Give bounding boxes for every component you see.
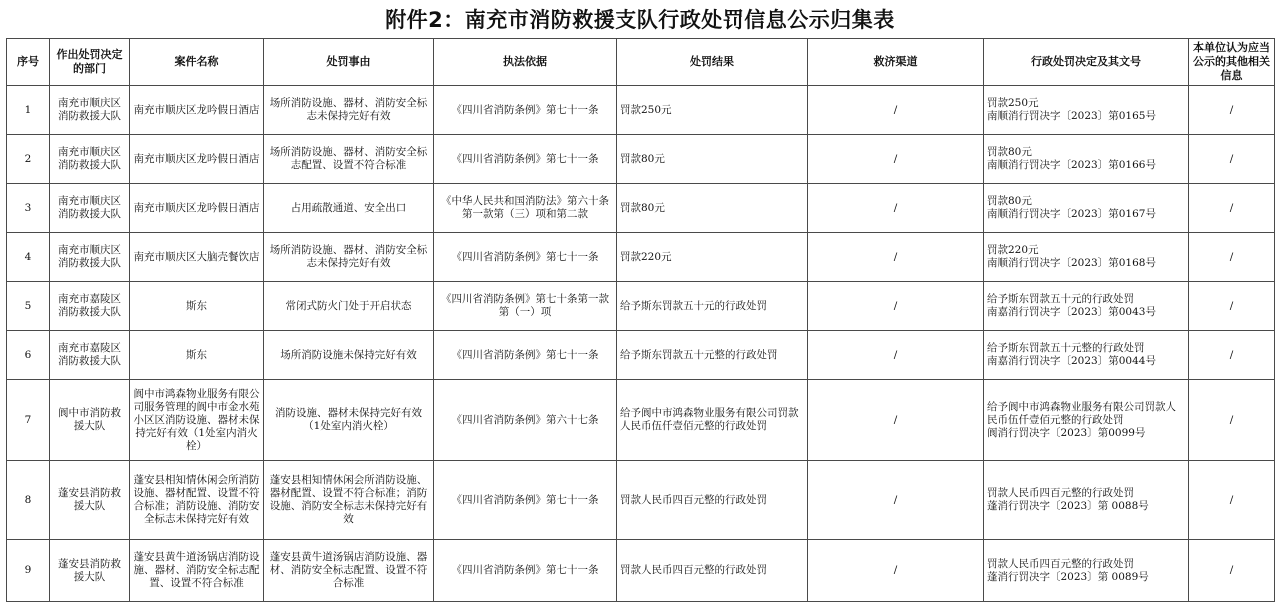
table-row xyxy=(7,380,1275,461)
cell-case: 斯东 xyxy=(130,282,264,331)
cell-case: 蓬安县黄牛道汤锅店消防设施、器材、消防安全标志配置、设置不符合标准 xyxy=(130,540,264,602)
header-result: 处罚结果 xyxy=(617,39,808,86)
cell-decision: 罚款220元 南顺消行罚决字〔2023〕第0168号 xyxy=(984,233,1189,282)
cell-remedy: / xyxy=(808,135,984,184)
cell-reason: 常闭式防火门处于开启状态 xyxy=(264,282,434,331)
cell-reason: 场所消防设施、器材、消防安全标志未保持完好有效 xyxy=(264,86,434,135)
header-case: 案件名称 xyxy=(130,39,264,86)
cell-seq: 4 xyxy=(7,233,50,282)
cell-seq: 6 xyxy=(7,331,50,380)
cell-basis: 《四川省消防条例》第七十一条 xyxy=(434,461,617,540)
cell-other: / xyxy=(1189,233,1275,282)
cell-dept: 南充市顺庆区消防救援大队 xyxy=(50,86,130,135)
cell-reason: 蓬安县黄牛道汤锅店消防设施、器材、消防安全标志配置、设置不符合标准 xyxy=(264,540,434,602)
cell-remedy: / xyxy=(808,380,984,461)
header-reason: 处罚事由 xyxy=(264,39,434,86)
document-title: 附件2：南充市消防救援支队行政处罚信息公示归集表 xyxy=(385,8,895,32)
table-row xyxy=(7,540,1275,602)
cell-reason: 场所消防设施、器材、消防安全标志未保持完好有效 xyxy=(264,233,434,282)
header-decision: 行政处罚决定及其文号 xyxy=(984,39,1189,86)
header-seq: 序号 xyxy=(7,39,50,86)
table-row xyxy=(7,331,1275,380)
header-basis: 执法依据 xyxy=(434,39,617,86)
table-header-row xyxy=(7,39,1275,86)
cell-other: / xyxy=(1189,184,1275,233)
cell-remedy: / xyxy=(808,540,984,602)
cell-decision: 罚款人民币四百元整的行政处罚 蓬消行罚决字〔2023〕第 0088号 xyxy=(984,461,1189,540)
cell-other: / xyxy=(1189,86,1275,135)
cell-result: 罚款80元 xyxy=(617,184,808,233)
cell-other: / xyxy=(1189,461,1275,540)
cell-seq: 5 xyxy=(7,282,50,331)
cell-reason: 消防设施、器材未保持完好有效（1处室内消火栓） xyxy=(264,380,434,461)
cell-basis: 《四川省消防条例》第七十一条 xyxy=(434,233,617,282)
cell-result: 给予阆中市鸿森物业服务有限公司罚款人民币伍仟壹佰元整的行政处罚 xyxy=(617,380,808,461)
cell-remedy: / xyxy=(808,461,984,540)
cell-other: / xyxy=(1189,282,1275,331)
cell-seq: 8 xyxy=(7,461,50,540)
table-row xyxy=(7,282,1275,331)
cell-decision: 罚款人民币四百元整的行政处罚 蓬消行罚决字〔2023〕第 0089号 xyxy=(984,540,1189,602)
cell-decision: 罚款250元 南顺消行罚决字〔2023〕第0165号 xyxy=(984,86,1189,135)
cell-case: 南充市顺庆区龙吟假日酒店 xyxy=(130,86,264,135)
cell-result: 罚款220元 xyxy=(617,233,808,282)
cell-dept: 蓬安县消防救援大队 xyxy=(50,540,130,602)
cell-seq: 9 xyxy=(7,540,50,602)
cell-result: 罚款人民币四百元整的行政处罚 xyxy=(617,540,808,602)
cell-dept: 蓬安县消防救援大队 xyxy=(50,461,130,540)
cell-case: 阆中市鸿森物业服务有限公司服务管理的阆中市金水苑小区区消防设施、器材未保持完好有效（1处室内消火栓） xyxy=(130,380,264,461)
cell-result: 罚款80元 xyxy=(617,135,808,184)
cell-seq: 1 xyxy=(7,86,50,135)
cell-case: 蓬安县相知情休闲会所消防设施、器材配置、设置不符合标准；消防设施、消防安全标志未保持完好有效 xyxy=(130,461,264,540)
cell-other: / xyxy=(1189,135,1275,184)
table-row xyxy=(7,86,1275,135)
cell-result: 给予斯东罚款五十元的行政处罚 xyxy=(617,282,808,331)
cell-basis: 《四川省消防条例》第六十七条 xyxy=(434,380,617,461)
cell-result: 给予斯东罚款五十元整的行政处罚 xyxy=(617,331,808,380)
cell-case: 斯东 xyxy=(130,331,264,380)
header-other: 本单位认为应当公示的其他相关信息 xyxy=(1189,39,1275,86)
cell-other: / xyxy=(1189,331,1275,380)
cell-dept: 南充市嘉陵区消防救援大队 xyxy=(50,331,130,380)
cell-basis: 《四川省消防条例》第七十条第一款第（一）项 xyxy=(434,282,617,331)
cell-seq: 7 xyxy=(7,380,50,461)
cell-decision: 给予斯东罚款五十元的行政处罚 南嘉消行罚决字〔2023〕第0043号 xyxy=(984,282,1189,331)
cell-reason: 占用疏散通道、安全出口 xyxy=(264,184,434,233)
table-row xyxy=(7,461,1275,540)
cell-other: / xyxy=(1189,380,1275,461)
cell-decision: 给予阆中市鸿森物业服务有限公司罚款人民币伍仟壹佰元整的行政处罚 阆消行罚决字〔2023〕第0099号 xyxy=(984,380,1189,461)
cell-other: / xyxy=(1189,540,1275,602)
cell-reason: 场所消防设施、器材、消防安全标志配置、设置不符合标准 xyxy=(264,135,434,184)
table-row xyxy=(7,233,1275,282)
cell-dept: 南充市嘉陵区消防救援大队 xyxy=(50,282,130,331)
cell-reason: 场所消防设施未保持完好有效 xyxy=(264,331,434,380)
cell-seq: 2 xyxy=(7,135,50,184)
cell-decision: 罚款80元 南顺消行罚决字〔2023〕第0166号 xyxy=(984,135,1189,184)
penalty-table xyxy=(6,38,1275,602)
cell-basis: 《中华人民共和国消防法》第六十条第一款第（三）项和第二款 xyxy=(434,184,617,233)
cell-basis: 《四川省消防条例》第七十一条 xyxy=(434,540,617,602)
cell-result: 罚款人民币四百元整的行政处罚 xyxy=(617,461,808,540)
cell-case: 南充市顺庆区龙吟假日酒店 xyxy=(130,135,264,184)
header-dept: 作出处罚决定的部门 xyxy=(50,39,130,86)
cell-reason: 蓬安县相知情休闲会所消防设施、器材配置、设置不符合标准；消防设施、消防安全标志未保持完好有效 xyxy=(264,461,434,540)
cell-case: 南充市顺庆区龙吟假日酒店 xyxy=(130,184,264,233)
cell-remedy: / xyxy=(808,184,984,233)
cell-dept: 阆中市消防救援大队 xyxy=(50,380,130,461)
cell-remedy: / xyxy=(808,86,984,135)
cell-basis: 《四川省消防条例》第七十一条 xyxy=(434,331,617,380)
cell-remedy: / xyxy=(808,282,984,331)
cell-dept: 南充市顺庆区消防救援大队 xyxy=(50,184,130,233)
cell-remedy: / xyxy=(808,331,984,380)
cell-basis: 《四川省消防条例》第七十一条 xyxy=(434,135,617,184)
cell-case: 南充市顺庆区大脑壳餐饮店 xyxy=(130,233,264,282)
cell-seq: 3 xyxy=(7,184,50,233)
header-remedy: 救济渠道 xyxy=(808,39,984,86)
cell-result: 罚款250元 xyxy=(617,86,808,135)
cell-dept: 南充市顺庆区消防救援大队 xyxy=(50,135,130,184)
cell-dept: 南充市顺庆区消防救援大队 xyxy=(50,233,130,282)
table-row xyxy=(7,135,1275,184)
cell-decision: 给予斯东罚款五十元整的行政处罚 南嘉消行罚决字〔2023〕第0044号 xyxy=(984,331,1189,380)
cell-remedy: / xyxy=(808,233,984,282)
table-row xyxy=(7,184,1275,233)
cell-decision: 罚款80元 南顺消行罚决字〔2023〕第0167号 xyxy=(984,184,1189,233)
cell-basis: 《四川省消防条例》第七十一条 xyxy=(434,86,617,135)
